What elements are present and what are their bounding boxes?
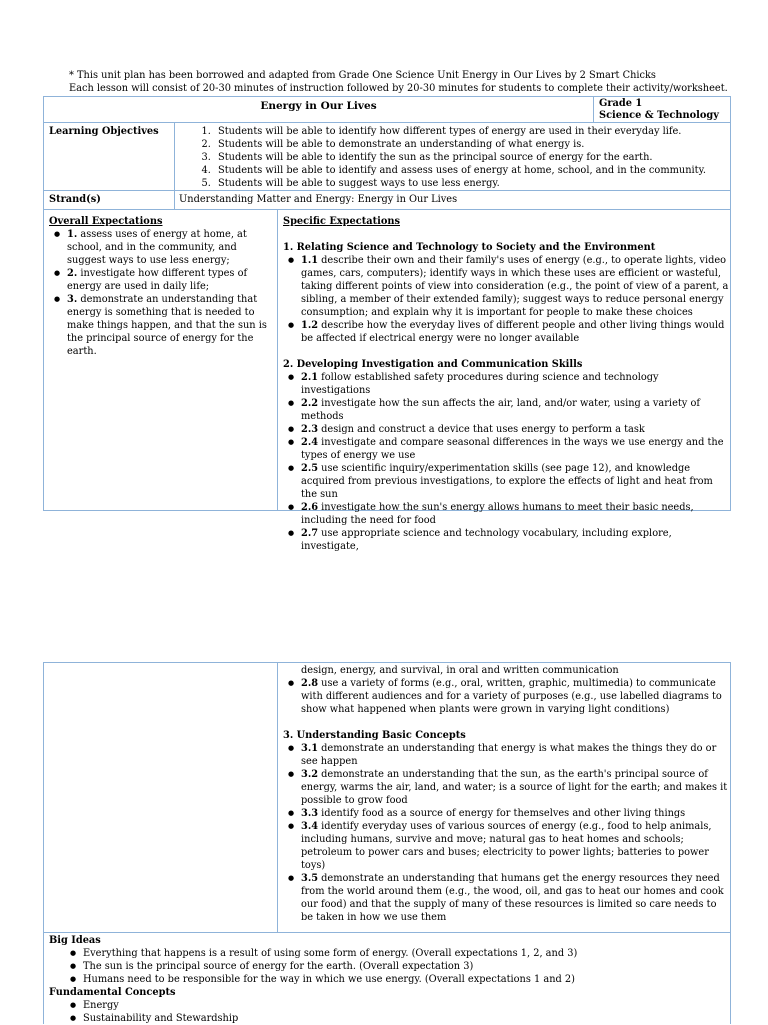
objective-item: 1. Students will be able to identify how different types of energy are used in their everyday life. (214, 125, 729, 138)
specific-item: ● 2.6 investigate how the sun's energy allows humans to meet their basic needs, including the need for food (301, 501, 729, 527)
objective-item: 5. Students will be able to suggest ways to use less energy. (214, 177, 729, 190)
fundamental-item: ● Sustainability and Stewardship (83, 1012, 729, 1025)
specific-item: ● 3.4 identify everyday uses of various sources of energy (e.g., food to help animals, including humans, survive and move; natural gas to heat homes and schools; petroleum to power cars and buses; electricity to power lights; batteries to power toys) (301, 820, 729, 872)
specific-item: ● 2.5 use scientific inquiry/experimentation skills (see page 12), and knowledge acquired from previous investigations, to explore the effects of light and heat from the sun (301, 462, 729, 501)
specific-expectations-continued (283, 664, 729, 930)
specific-item: ● 1.2 describe how the everyday lives of different people and other living things would be affected if electrical energy were no longer available (301, 319, 729, 345)
overall-item: ● 1. assess uses of energy at home, at school, and in the community, and suggest ways to use less energy; (67, 228, 273, 267)
overall-expectations-heading: Overall Expectations (49, 216, 163, 227)
specific-item: ● 3.3 identify food as a source of energy for themselves and other living things (301, 807, 729, 820)
specific-item: ● 1.1 describe their own and their family's uses of energy (e.g., to operate lights, video games, cars, computers); identify ways in which these uses are efficient or wasteful, taking different points of view into consideration (e.g., the point of view of a parent, a sibling, a member of their extended family); suggest ways to reduce personal energy consumption; and explain why it is important for people to make these choices (301, 254, 729, 319)
specific-item: ● 2.1 follow established safety procedures during science and technology investigations (301, 371, 729, 397)
item-2-7-continuation: design, energy, and survival, in oral and written communication (301, 665, 619, 676)
subject-label: Science & Technology (599, 110, 719, 121)
section-1-title: 1. Relating Science and Technology to Society and the Environment (283, 242, 656, 253)
intro-line-2: Each lesson will consist of 20-30 minutes of instruction followed by 20-30 minutes for students to complete their activity/worksheet. (69, 83, 728, 94)
strand-label: Strand(s) (49, 194, 101, 205)
objective-item: 4. Students will be able to identify and assess uses of energy at home, school, and in the community. (214, 164, 729, 177)
fundamental-item: ● Energy (83, 999, 729, 1012)
overall-item: ● 3. demonstrate an understanding that energy is something that is needed to make things happen, and that the sun is the principal source of energy for the earth. (67, 293, 273, 358)
objective-item: 3. Students will be able to identify the sun as the principal source of energy for the earth. (214, 151, 729, 164)
objectives-label: Learning Objectives (49, 126, 159, 137)
intro-note (69, 69, 729, 95)
objectives-list-cell (176, 125, 729, 190)
fundamental-concepts-list (49, 999, 729, 1025)
section-2-title: 2. Developing Investigation and Communication Skills (283, 359, 583, 370)
big-ideas-heading: Big Ideas (49, 935, 101, 946)
specific-item: ● 2.3 design and construct a device that uses energy to perform a task (301, 423, 729, 436)
unit-plan-table-continued (43, 662, 731, 1024)
overall-expectations-cell (49, 215, 273, 358)
big-idea-item: ● Humans need to be responsible for the way in which we use energy. (Overall expectations 1 and 2) (83, 973, 729, 986)
specific-item: ● 2.8 use a variety of forms (e.g., oral, written, graphic, multimedia) to communicate with different audiences and for a variety of purposes (e.g., use labelled diagrams to show what happened when plants were grown in varying light conditions) (301, 677, 729, 716)
specific-item: ● 2.4 investigate and compare seasonal differences in the ways we use energy and the types of energy we use (301, 436, 729, 462)
fundamental-concepts-heading: Fundamental Concepts (49, 987, 176, 998)
section-2-list (283, 371, 729, 553)
unit-plan-table (43, 96, 731, 552)
big-idea-item: ● Everything that happens is a result of using some form of energy. (Overall expectations 1, 2, and 3) (83, 947, 729, 960)
big-ideas-cell (49, 934, 729, 1025)
specific-item: ● 3.5 demonstrate an understanding that humans get the energy resources they need from the world around them (e.g., the wood, oil, and gas to heat our homes and cook our food) and that the supply of many of these resources is limited so care needs to be taken in how we use them (301, 872, 729, 924)
specific-item: ● 3.2 demonstrate an understanding that the sun, as the earth's principal source of energy, warms the air, land, and water; is a source of light for the earth; and makes it possible to grow food (301, 768, 729, 807)
intro-line-1: * This unit plan has been borrowed and adapted from Grade One Science Unit Energy in Our Lives by 2 Smart Chicks (69, 70, 656, 81)
strand-value: Understanding Matter and Energy: Energy in Our Lives (179, 194, 458, 205)
unit-title: Energy in Our Lives (260, 100, 377, 112)
big-ideas-list (49, 947, 729, 986)
overall-expectations-list (49, 228, 273, 358)
big-idea-item: ● The sun is the principal source of energy for the earth. (Overall expectation 3) (83, 960, 729, 973)
section-3-title: 3. Understanding Basic Concepts (283, 730, 466, 741)
specific-item: ● 2.2 investigate how the sun affects the air, land, and/or water, using a variety of methods (301, 397, 729, 423)
objectives-list (176, 125, 729, 190)
overall-item: ● 2. investigate how different types of energy are used in daily life; (67, 267, 273, 293)
specific-expectations-cell (283, 215, 729, 552)
specific-expectations-heading: Specific Expectations (283, 216, 400, 227)
grade-cell (599, 98, 729, 122)
section-1-list (283, 254, 729, 345)
specific-item: ● 2.7 use appropriate science and technology vocabulary, including explore, investigate, (301, 527, 729, 553)
section-3-list (283, 742, 729, 924)
section-2-list-continued (283, 677, 729, 716)
grade-label: Grade 1 (599, 98, 643, 109)
objective-item: 2. Students will be able to demonstrate an understanding of what energy is. (214, 138, 729, 151)
specific-item: ● 3.1 demonstrate an understanding that energy is what makes the things they do or see happen (301, 742, 729, 768)
